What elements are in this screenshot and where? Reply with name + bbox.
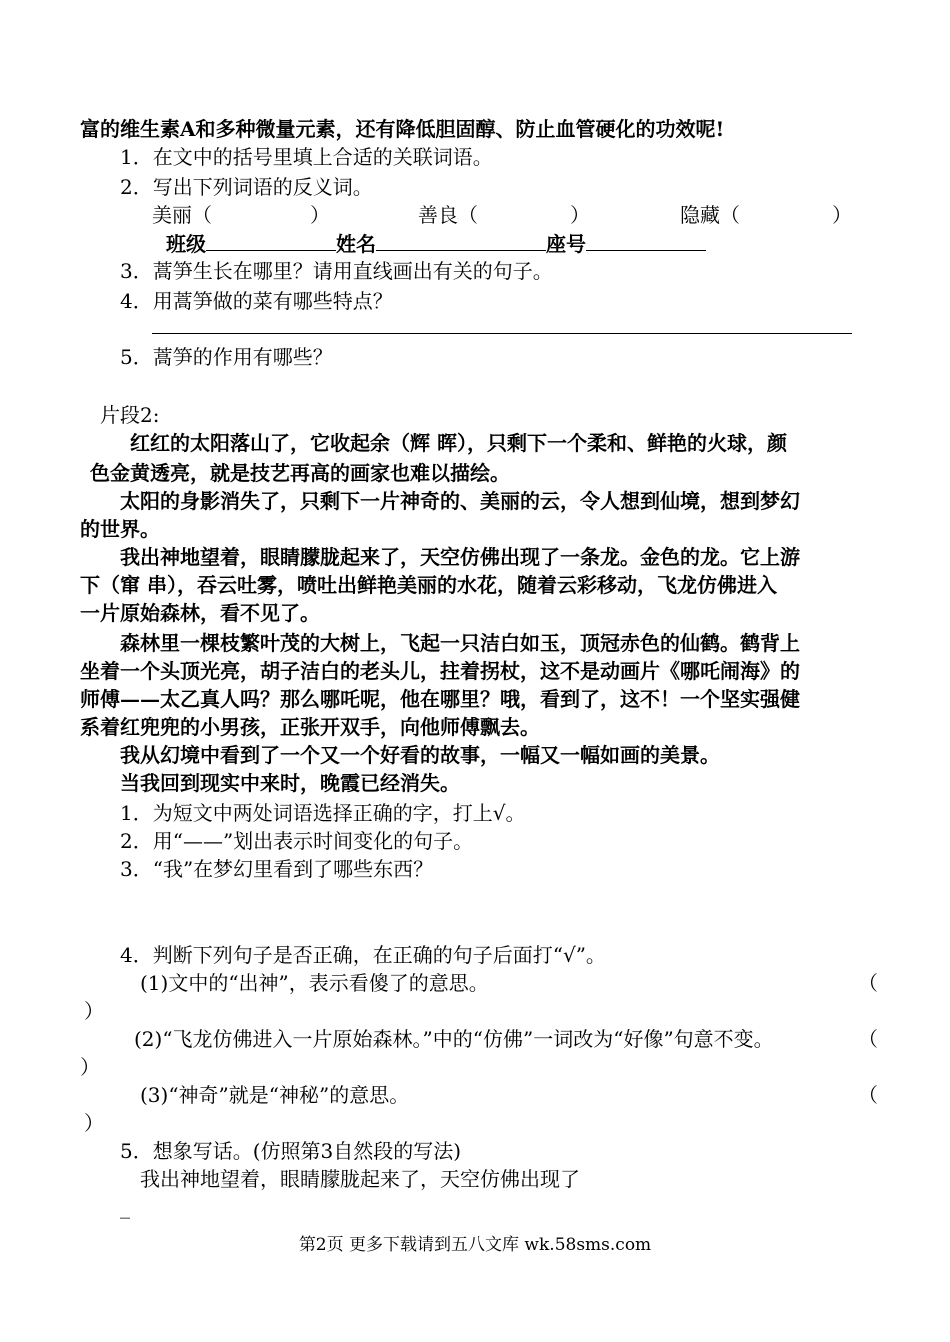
antonym-beautiful-close: ） <box>310 203 330 227</box>
passage-p4-line1: 森林里一棵枝繁叶茂的大树上，飞起一只洁白如玉，顶冠赤色的仙鹤。鹤背上 <box>120 631 800 655</box>
fragment1-question-4: 4．用蒿笋做的菜有哪些特点？ <box>120 289 393 313</box>
passage-p6: 当我回到现实中来时，晚霞已经消失。 <box>120 771 460 795</box>
passage-p1-line2: 色金黄透亮，就是技艺再高的画家也难以描绘。 <box>90 461 510 485</box>
fragment1-question-5: 5．蒿笋的作用有哪些？ <box>120 345 333 369</box>
judgment-3-paren-open[interactable]: （ <box>858 1083 878 1107</box>
class-label: 班级 <box>166 232 206 256</box>
passage-p5: 我从幻境中看到了一个又一个好看的故事，一幅又一幅如画的美景。 <box>120 743 720 767</box>
antonym-beautiful-open: 美丽（ <box>152 203 212 227</box>
writing-blank[interactable]: _ <box>120 1195 130 1219</box>
passage-p4-line2: 坐着一个头顶光亮，胡子洁白的老头儿，拄着拐杖，这不是动画片《哪吒闹海》的 <box>80 659 800 683</box>
writing-prompt: 我出神地望着，眼睛朦胧起来了，天空仿佛出现了 <box>140 1167 580 1191</box>
seat-field[interactable] <box>586 230 706 251</box>
judgment-2-paren-open[interactable]: （ <box>858 1027 878 1051</box>
antonym-hidden-close: ） <box>832 203 852 227</box>
fragment2-question-3: 3．“我”在梦幻里看到了哪些东西？ <box>120 857 434 881</box>
class-field[interactable] <box>206 230 336 251</box>
antonym-kind-close: ） <box>570 203 590 227</box>
passage-p2-line2: 的世界。 <box>80 517 160 541</box>
page-footer: 第2页 更多下载请到五八文库 wk.58sms.com <box>298 1235 652 1255</box>
fragment1-question-2: 2．写出下列词语的反义词。 <box>120 175 373 199</box>
fragment2-question-4: 4．判断下列句子是否正确，在正确的句子后面打“√”。 <box>120 943 606 967</box>
student-info-row <box>166 230 706 257</box>
judgment-3: (3)“神奇”就是“神秘”的意思。 <box>140 1083 410 1107</box>
fragment2-heading: 片段2: <box>100 403 160 427</box>
fragment2-question-1: 1．为短文中两处词语选择正确的字，打上√。 <box>120 801 526 825</box>
judgment-3-paren-close: ） <box>84 1111 104 1135</box>
judgment-1-paren-close: ） <box>84 999 104 1023</box>
passage-p4-line4: 系着红兜兜的小男孩，正张开双手，向他师傅飘去。 <box>80 715 540 739</box>
seat-label: 座号 <box>546 232 586 256</box>
judgment-1-paren-open[interactable]: （ <box>858 971 878 995</box>
passage-p3-line1: 我出神地望着，眼睛朦胧起来了，天空仿佛出现了一条龙。金色的龙。它上游 <box>120 545 800 569</box>
fragment1-text-end: 富的维生素A和多种微量元素，还有降低胆固醇、防止血管硬化的功效呢! <box>80 117 725 141</box>
passage-p2-line1: 太阳的身影消失了，只剩下一片神奇的、美丽的云，令人想到仙境，想到梦幻 <box>120 489 800 513</box>
passage-p1-line1: 红红的太阳落山了，它收起余（辉 晖），只剩下一个柔和、鲜艳的火球，颜 <box>130 431 787 455</box>
passage-p3-line3: 一片原始森林，看不见了。 <box>80 601 320 625</box>
judgment-2: (2)“飞龙仿佛进入一片原始森林。”中的“仿佛”一词改为“好像”句意不变。 <box>134 1027 774 1051</box>
fragment2-question-5: 5．想象写话。(仿照第3自然段的写法) <box>120 1139 462 1163</box>
fragment2-question-2: 2．用“——”划出表示时间变化的句子。 <box>120 829 474 853</box>
name-field[interactable] <box>376 230 546 251</box>
antonym-beautiful <box>152 202 212 228</box>
name-label: 姓名 <box>336 232 376 256</box>
judgment-1: (1)文中的“出神”，表示看傻了的意思。 <box>140 971 489 995</box>
passage-p3-line2: 下（窜 串），吞云吐雾，喷吐出鲜艳美丽的水花，随着云彩移动，飞龙仿佛进入 <box>80 573 777 597</box>
antonym-hidden-open: 隐藏（ <box>680 203 740 227</box>
answer-line[interactable] <box>152 333 852 334</box>
fragment1-question-3: 3．蒿笋生长在哪里？请用直线画出有关的句子。 <box>120 259 553 283</box>
fragment1-question-1: 1．在文中的括号里填上合适的关联词语。 <box>120 145 493 169</box>
judgment-2-paren-close: ） <box>80 1055 100 1079</box>
passage-p4-line3: 师傅——太乙真人吗？那么哪吒呢，他在哪里？哦，看到了，这不！一个坚实强健 <box>80 687 800 711</box>
antonym-kind-open: 善良（ <box>418 203 478 227</box>
